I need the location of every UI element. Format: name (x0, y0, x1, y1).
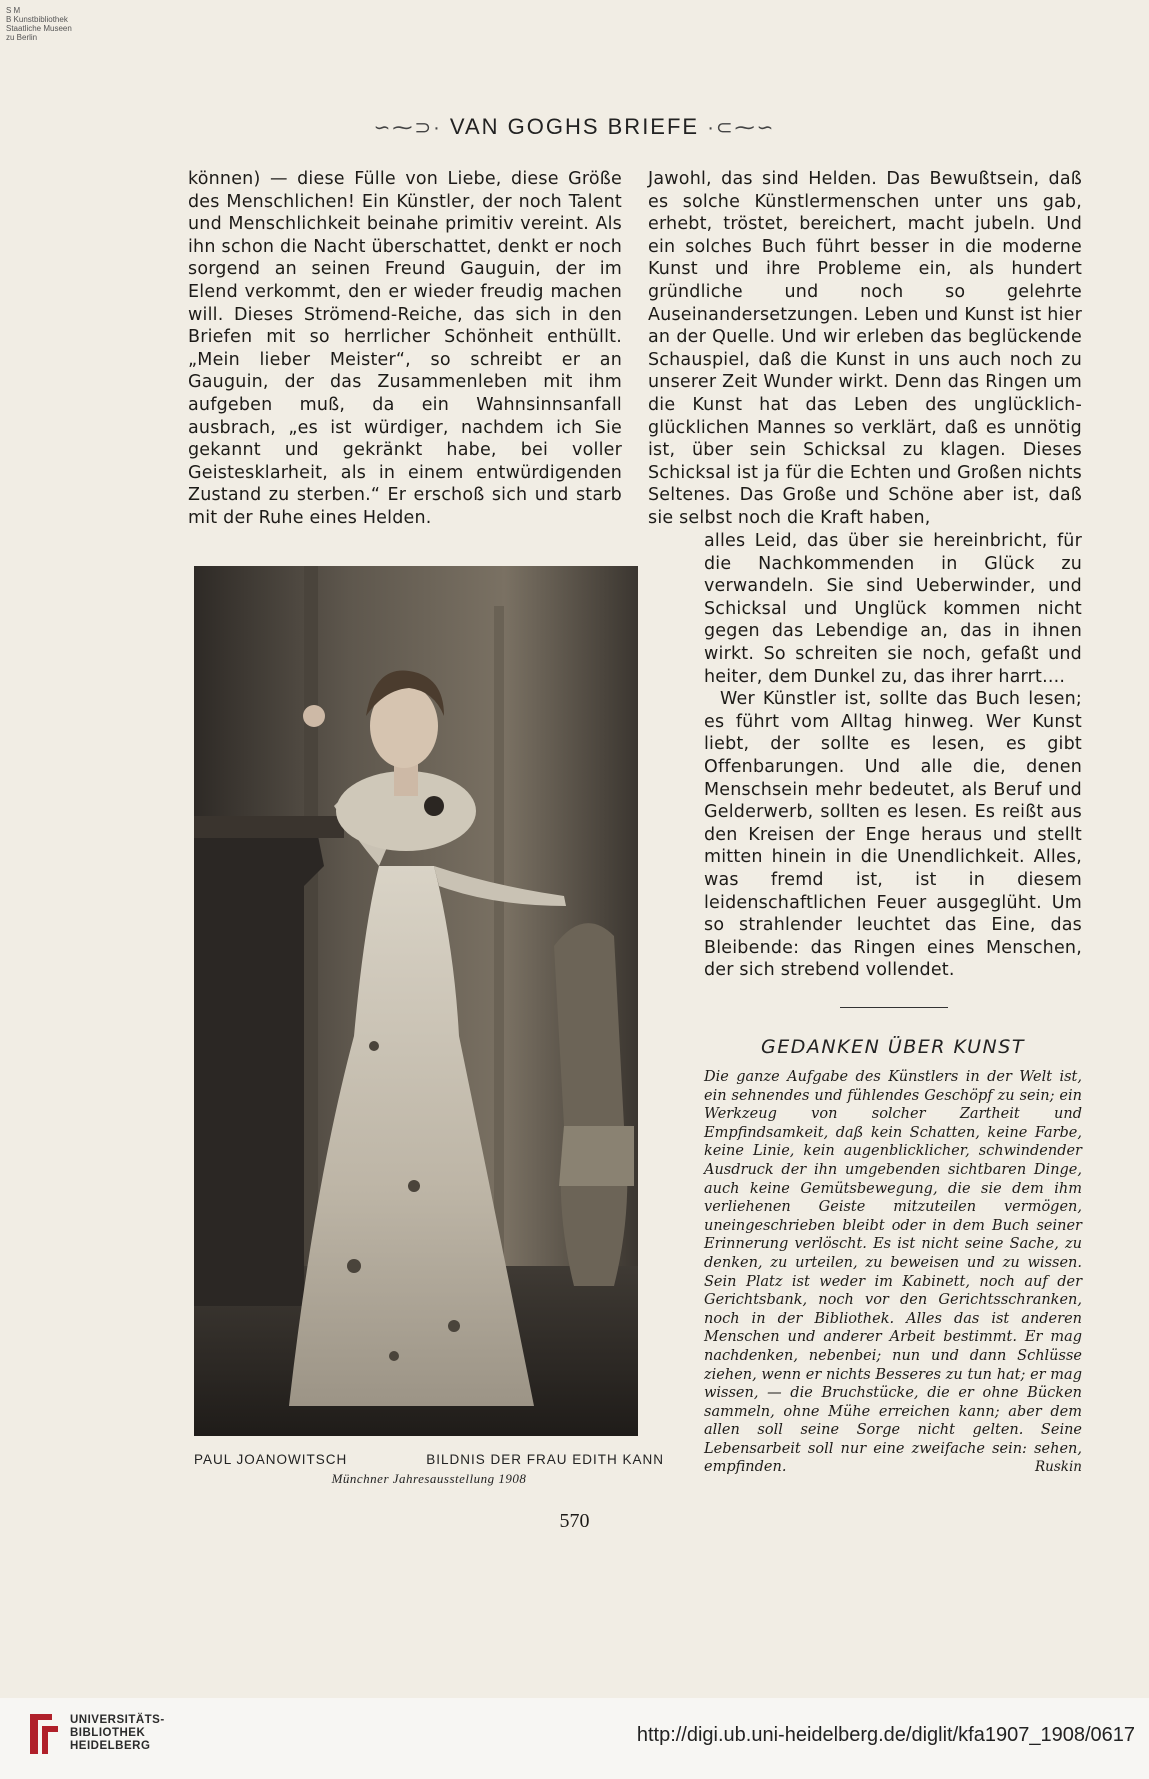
stamp-line: zu Berlin (6, 33, 38, 42)
page-number: 570 (559, 1510, 590, 1532)
quote-text: Die ganze Aufgabe des Künstlers in der Welt ist, ein sehnendes und fühlendes Geschöpf zu sein; ein Werkzeug von solcher Zartheit und Empfindsamkeit, daß kein Schatten, keine Farbe, keine Linie, kein augenblicklicher, schwindender Ausdruck der ihn umgebenden sichtbaren Dinge, auch keine Gemütsbewegung, die sie dem ihm verliehenen Geiste mitzuteilen vermögen, uneingeschrieben bleibt oder in dem Buch seiner Erinnerung verlöscht. Es ist nicht seine Sache, zu denken, zu urteilen, zu beweisen und zu wissen. Sein Platz ist weder im Kabinett, noch auf der Gerichtsbank, noch vor den Gerichtsschranken, noch in der Bibliothek. Alles das ist anderen Menschen und anderer Arbeit bestimmt. Er mag nachdenken, nebenbei; nun und dann Schlüsse ziehen, wenn er nichts Besseres zu tun hat; er mag wissen, — die Bruchstücke, die er ohne Bücken sammeln, ohne Mühe erreichen kann; aber dem allen soll seine Sorge nicht gelten. Seine Lebensarbeit soll nur eine zweifache sein: sehen, empfinden. (704, 1069, 1082, 1476)
section-title: GEDANKEN ÜBER KUNST (761, 1036, 1025, 1058)
stamp-line: Staatliche Museen (6, 24, 72, 33)
library-stamp (6, 6, 72, 42)
library-name (70, 1714, 165, 1753)
library-line: UNIVERSITÄTS- (70, 1714, 165, 1726)
right-ornament-icon: ·⊂⁓∽ (707, 117, 776, 139)
right-column-continued (704, 530, 1082, 982)
left-ornament-icon: ∽⁓⊃· (373, 117, 442, 139)
header-title: VAN GOGHS BRIEFE (449, 114, 700, 139)
running-header (0, 114, 1149, 140)
caption-exhibition: Münchner Jahresausstellung 1908 (331, 1471, 527, 1486)
figure-caption (194, 1452, 664, 1487)
quote-block (704, 1068, 1082, 1477)
paragraph: Wer Künstler ist, sollte das Buch lesen; es führt vom Alltag hinweg. Wer Kunst liebt, der sollte es lesen, es gibt Offenbarungen. Und alle die, denen Menschsein mehr bedeutet, als Beruf und Gelderwerb, sollten es lesen. Es reißt aus den Kreisen der Enge heraus und stellt mitten hinein in die Unendlichkeit. Alles, was fremd ist, ist in diesem leidenschaftlichen Feuer ausgeglüht. Um so strahlender leuchtet das Eine, das Bleibende: das Ringen eines Menschen, der sich strebend vollendet. (704, 689, 1082, 981)
caption-title: BILDNIS DER FRAU EDITH KANN (426, 1452, 664, 1467)
library-logo-icon (24, 1708, 64, 1760)
paragraph: können) — diese Fülle von Liebe, diese Größe des Menschlichen! Ein Künstler, der noch Talent und Menschlichkeit beinahe primitiv vereint. Als ihn schon die Nacht überschattet, denkt er noch sorgend an seinen Freund Gauguin, der im Elend verkommt, den er wieder freudig machen will. Dieses Strömend-Reiche, das sich in den Briefen mit so herrlicher Schönheit enthüllt. „Mein lieber Meister“, so schreibt er an Gauguin, der das Zusammenleben mit ihm aufgeben muß, da ein Wahnsinnsanfall ausbrach, „es ist würdiger, nachdem ich Sie gekannt und gekränkt habe, bei voller Geistesklarheit, als in einem entwürdigenden Zustand zu sterben.“ Er erschoß sich und starb mit der Ruhe eines Helden. (188, 169, 622, 528)
library-line: BIBLIOTHEK (70, 1727, 146, 1739)
digitization-footer (0, 1698, 1149, 1779)
paragraph: Jawohl, das sind Helden. Das Bewußtsein, daß es solche Künstlermenschen unter uns gab, erhebt, tröstet, bereichert, macht jubeln. Und ein solches Buch führt besser in die moderne Kunst und ihre Probleme ein, als hundert gründliche und noch so gelehrte Auseinandersetzungen. Leben und Kunst ist hier an der Quelle. Und wir erleben das beglückende Schauspiel, daß die Kunst in uns auch noch zu unserer Zeit Wunder wirkt. Denn das Ringen um die Kunst hat das Leben des unglücklich-glücklichen Mannes so verklärt, daß es unnötig ist, über sein Schicksal zu klagen. Dieses Schicksal ist ja für die Echten und Großen nichts Seltenes. Das Große und Schöne aber ist, daß sie selbst noch die Kraft haben, (648, 169, 1082, 528)
portrait-image (194, 566, 638, 1436)
stamp-line: B Kunstbibliothek (6, 15, 68, 24)
section-divider (840, 1007, 948, 1008)
stamp-line: S M (6, 6, 21, 15)
caption-artist: PAUL JOANOWITSCH (194, 1452, 348, 1467)
permalink[interactable]: http://digi.ub.uni-heidelberg.de/diglit/kfa1907_1908/0617 (636, 1724, 1135, 1746)
library-line: HEIDELBERG (70, 1740, 151, 1752)
portrait-painting (194, 566, 638, 1436)
paragraph: alles Leid, das über sie hereinbricht, für die Nachkommenden in Glück zu verwandeln. Sie sind Ueberwinder, und Schicksal und Unglück kommen nicht gegen das Lebendige an, das in ihnen wirkt. So schreiten sie noch, gefaßt und heiter, dem Dunkel zu, das ihrer harrt.... (704, 531, 1082, 687)
left-column (188, 168, 622, 530)
right-column-top (648, 168, 1082, 530)
quote-author: Ruskin (1035, 1459, 1082, 1476)
